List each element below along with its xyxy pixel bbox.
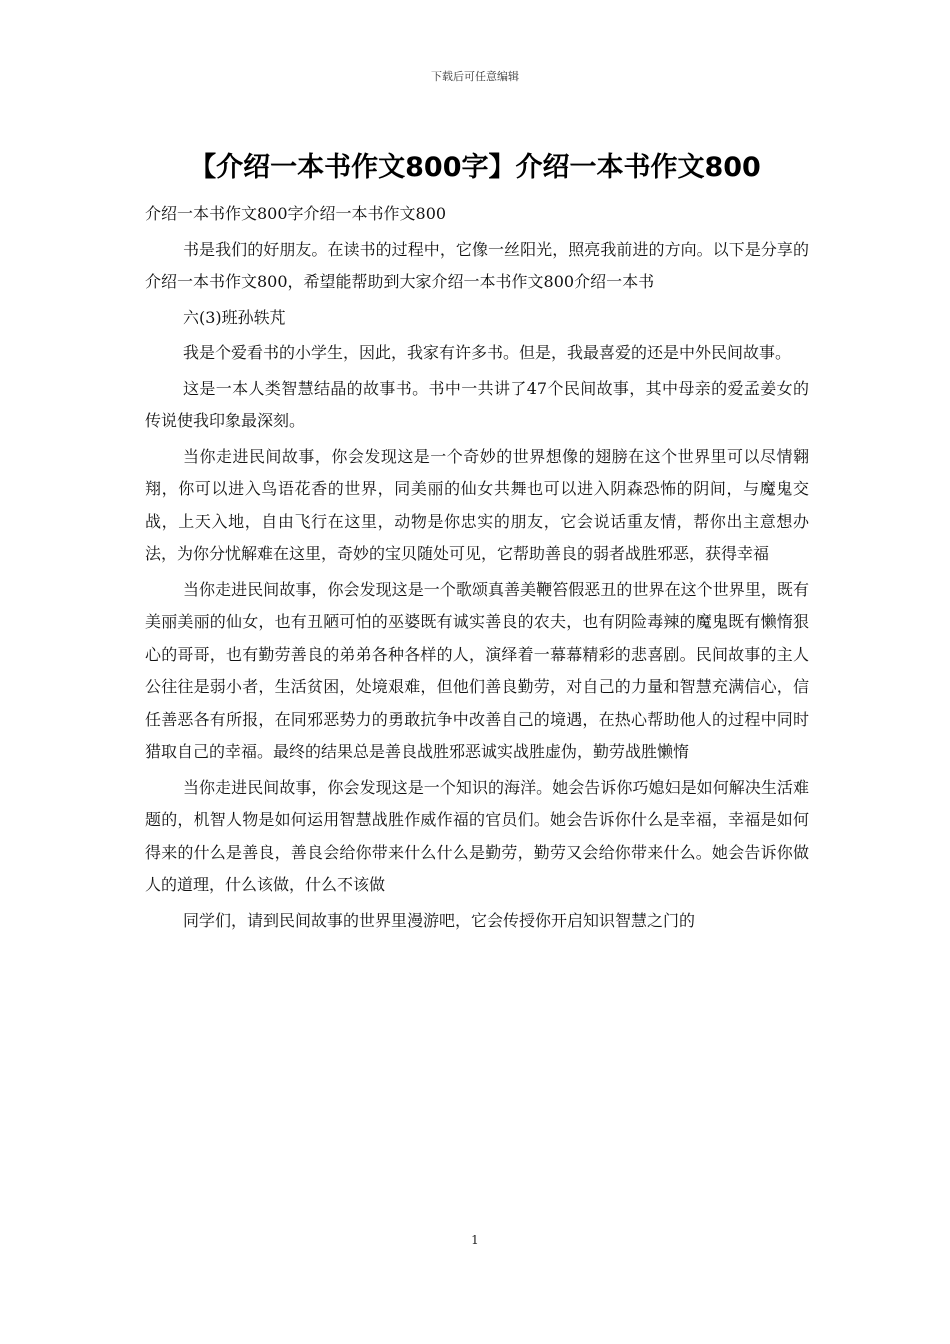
body-paragraph: 这是一本人类智慧结晶的故事书。书中一共讲了47个民间故事，其中母亲的爱孟姜女的传说使我印象最深刻。 [145, 378, 809, 430]
body-paragraph: 当你走进民间故事，你会发现这是一个知识的海洋。她会告诉你巧媳妇是如何解决生活难题的，机智人物是如何运用智慧战胜作威作福的官员们。她会告诉你什么是幸福，幸福是如何得来的什么是善良，善良会给你带来什么什么是勤劳，勤劳又会给你带来什么。她会告诉你做人的道理，什么该做，什么不该做 [145, 777, 809, 894]
subtitle-paragraph: 介绍一本书作文800字介绍一本书作文800 [145, 204, 447, 223]
body-paragraph: 同学们，请到民间故事的世界里漫游吧，它会传授你开启知识智慧之门的 [183, 910, 696, 930]
body-paragraph: 我是个爱看书的小学生，因此，我家有许多书。但是，我最喜爱的还是中外民间故事。 [183, 343, 792, 362]
page-header-note: 下载后可任意编辑 [431, 70, 519, 83]
body-paragraph: 当你走进民间故事，你会发现这是一个奇妙的世界想像的翅膀在这个世界里可以尽情翱翔，你可以进入鸟语花香的世界，同美丽的仙女共舞也可以进入阴森恐怖的阴间，与魔鬼交战，上天入地，自由飞行在这里，动物是你忠实的朋友，它会说话重友情，帮你出主意想办法，为你分忧解难在这里，奇妙的宝贝随处可见，它帮助善良的弱者战胜邪恶，获得幸福 [145, 446, 809, 563]
document-body [145, 198, 809, 940]
document-title: 【介绍一本书作文800字】介绍一本书作文800 [189, 152, 761, 183]
author-line: 六(3)班孙轶芃 [183, 307, 286, 327]
page-number: 1 [471, 1233, 479, 1247]
body-paragraph: 当你走进民间故事，你会发现这是一个歌颂真善美鞭笞假恶丑的世界在这个世界里，既有美丽美丽的仙女，也有丑陋可怕的巫婆既有诚实善良的农夫，也有阴险毒辣的魔鬼既有懒惰狠心的哥哥，也有勤劳善良的弟弟各种各样的人，演绎着一幕幕精彩的悲喜剧。民间故事的主人公往往是弱小者，生活贫困，处境艰难，但他们善良勤劳，对自己的力量和智慧充满信心，信任善恶各有所报，在同邪恶势力的勇敢抗争中改善自己的境遇，在热心帮助他人的过程中同时猎取自己的幸福。最终的结果总是善良战胜邪恶诚实战胜虚伪，勤劳战胜懒惰 [145, 579, 809, 761]
intro-paragraph: 书是我们的好朋友。在读书的过程中，它像一丝阳光，照亮我前进的方向。以下是分享的介绍一本书作文800，希望能帮助到大家介绍一本书作文800介绍一本书 [145, 239, 809, 291]
